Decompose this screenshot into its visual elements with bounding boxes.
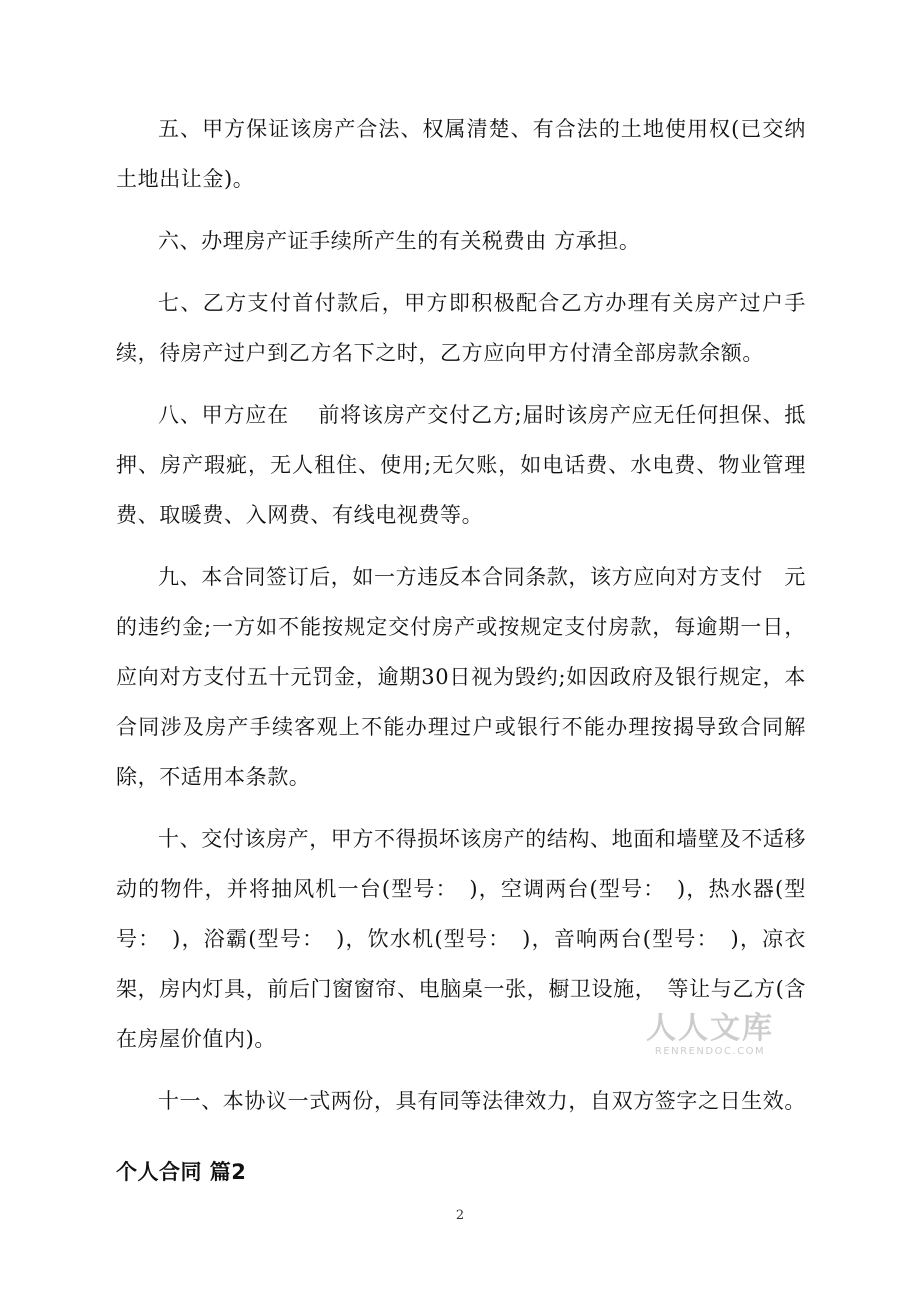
clause-6: 六、办理房产证手续所产生的有关税费由 方承担。 bbox=[158, 229, 641, 253]
clause-5: 五、甲方保证该房产合法、权属清楚、有合法的土地使用权(已交纳土地出让金)。 bbox=[116, 117, 806, 191]
clause-7: 七、乙方支付首付款后，甲方即积极配合乙方办理有关房产过户手续，待房产过户到乙方名下之时，乙方应向甲方付清全部房款余额。 bbox=[116, 291, 806, 365]
clause-9: 九、本合同签订后，如一方违反本合同条款，该方应向对方支付 元的违约金;一方如不能按规定交付房产或按规定支付房款，每逾期一日，应向对方支付五十元罚金，逾期30日视为毁约;如因政府及银行规定，本合同涉及房产手续客观上不能办理过户或银行不能办理按揭导致合同解除，不适用本条款。 bbox=[116, 565, 806, 789]
watermark-url: RENRENDOC.COM bbox=[654, 1046, 766, 1057]
section-heading: 个人合同 篇2 bbox=[116, 1160, 247, 1184]
clause-11: 十一、本协议一式两份，具有同等法律效力，自双方签字之日生效。 bbox=[158, 1089, 806, 1113]
page-number: 2 bbox=[455, 1208, 465, 1223]
clause-8: 八、甲方应在 前将该房产交付乙方;届时该房产应无任何担保、抵押、房产瑕疵，无人租住、使用;无欠账，如电话费、水电费、物业管理费、取暖费、入网费、有线电视费等。 bbox=[116, 403, 806, 527]
clause-10: 十、交付该房产，甲方不得损坏该房产的结构、地面和墙壁及不适移动的物件，并将抽风机一台(型号： )，空调两台(型号： )，热水器(型号： )，浴霸(型号： )，饮水机(型号： )，音响两台(型号： )，凉衣架，房内灯具，前后门窗窗帘、电脑桌一张，橱卫设施， 等让与乙方(含在房屋价值内)。 bbox=[116, 827, 806, 1051]
watermark-title: 人人文库 bbox=[646, 1011, 774, 1046]
document-body bbox=[116, 104, 806, 1138]
